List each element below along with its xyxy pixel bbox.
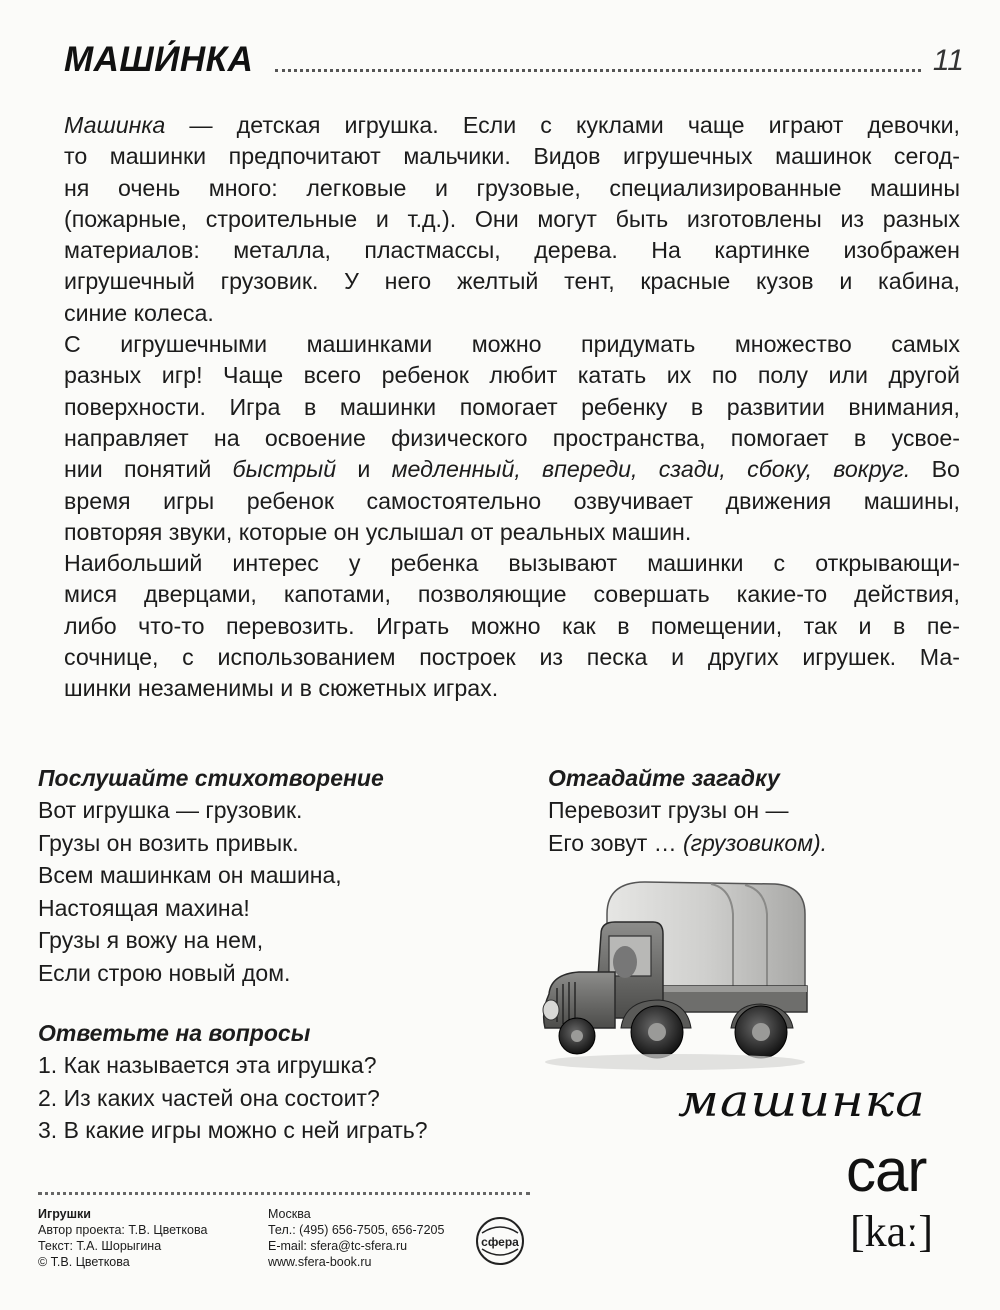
- text-line: разных игр! Чаще всего ребенок любит катать их по полу или другой: [64, 362, 960, 389]
- city: Москва: [268, 1207, 311, 1221]
- text-line: ня очень много: легковые и грузовые, специализированные машины: [64, 174, 960, 201]
- footer-contacts: [268, 1206, 444, 1270]
- text-line: направляет на освоение физического пространства, помогает в усвое-: [64, 424, 960, 451]
- text-line: [64, 110, 960, 141]
- text-line: либо что-то перевозить. Играть можно как в помещении, так и в пе-: [64, 612, 960, 639]
- riddle-answer: (грузовиком).: [683, 829, 828, 856]
- paragraph-3: [64, 548, 960, 704]
- english-transcription: [kaː]: [850, 1207, 934, 1256]
- title-dotted-leader: [275, 69, 920, 72]
- text-line: сочнице, с использованием построек из песка и других игрушек. Ма-: [64, 644, 960, 671]
- question-item: 2. Из каких частей она состоит?: [38, 1084, 380, 1111]
- text-line: [64, 454, 960, 485]
- text-line: шинки незаменимы и в сюжетных играх.: [64, 675, 499, 702]
- text-line: синие колеса.: [64, 299, 214, 326]
- text-author: Текст: Т.А. Шорыгина: [38, 1239, 162, 1253]
- text-line: поверхности. Игра в машинки помогает ребенку в развитии внимания,: [64, 393, 960, 420]
- copyright: © Т.В. Цветкова: [38, 1255, 130, 1269]
- riddle-prefix: Его зовут …: [548, 829, 677, 856]
- footer-credits: [38, 1206, 207, 1270]
- question-item: 1. Как называется эта игрушка?: [38, 1052, 377, 1078]
- text-span: — детская игрушка. Если с куклами чаще играют девочки,: [165, 112, 960, 138]
- english-word: car: [846, 1137, 927, 1204]
- website: www.sfera-book.ru: [268, 1255, 372, 1269]
- question-item: 3. В какие игры можно с ней играть?: [38, 1117, 428, 1143]
- text-line: повторяя звуки, которые он услышал от реальных машин.: [64, 518, 692, 545]
- poem-line: Грузы я вожу на нем,: [38, 927, 264, 953]
- term-italic: Машинка: [64, 112, 166, 138]
- poem-line: Если строю новый дом.: [38, 959, 291, 986]
- term-italic: медленный, впереди, сзади, сбоку, вокруг.: [391, 456, 911, 483]
- series-name: Игрушки: [38, 1207, 91, 1221]
- riddle-line: Перевозит грузы он —: [548, 797, 789, 823]
- paragraph-2: [64, 329, 960, 548]
- publisher-logo: [470, 1215, 530, 1267]
- poem-line: Вот игрушка — грузовик.: [38, 797, 303, 823]
- email: E-mail: sfera@tc-sfera.ru: [268, 1239, 408, 1253]
- page-title: МАШИ́НКА: [64, 40, 254, 79]
- page-header: [64, 38, 964, 80]
- logo-text: сфера: [481, 1235, 519, 1249]
- phone: Тел.: (495) 656-7505, 656-7205: [268, 1223, 445, 1237]
- page-number: 11: [932, 44, 964, 77]
- riddle-heading: Отгадайте загадку: [548, 765, 780, 791]
- toy-truck-illustration: [535, 878, 813, 1078]
- text-line: С игрушечными машинками можно придумать множество самых: [64, 331, 960, 358]
- text-line: мися дверцами, капотами, позволяющие совершать какие-то действия,: [64, 581, 960, 608]
- poem-line: Настоящая махина!: [38, 894, 250, 921]
- riddle-line: [548, 827, 968, 860]
- paragraph-1: [64, 110, 960, 329]
- right-column: [548, 762, 968, 859]
- text-span: Во: [931, 456, 960, 483]
- poem-heading: Послушайте стихотворение: [38, 765, 384, 791]
- text-line: Наибольший интерес у ребенка вызывают машинки с открывающи-: [64, 550, 960, 577]
- left-column: [38, 762, 508, 1147]
- questions-heading: Ответьте на вопросы: [38, 1020, 311, 1046]
- text-line: игрушечный грузовик. У него желтый тент, красные кузов и кабина,: [64, 268, 960, 295]
- poem-line: Всем машинкам он машина,: [38, 862, 342, 888]
- term-italic: быстрый: [232, 456, 337, 483]
- project-author: Автор проекта: Т.В. Цветкова: [38, 1223, 208, 1237]
- handwritten-word: машинка: [678, 1076, 926, 1127]
- text-line: то машинки предпочитают мальчики. Видов игрушечных машинок сегод-: [64, 143, 960, 170]
- article-text: [64, 110, 960, 705]
- text-line: (пожарные, строительные и т.д.). Они могут быть изготовлены из разных: [64, 205, 960, 232]
- poem-line: Грузы он возить привык.: [38, 829, 299, 856]
- text-span: и: [357, 456, 371, 483]
- text-line: материалов: металла, пластмассы, дерева. На картинке изображен: [64, 237, 960, 264]
- text-span: нии понятий: [64, 456, 212, 483]
- footer-divider: [38, 1192, 530, 1195]
- text-line: время игры ребенок самостоятельно озвучивает движения машины,: [64, 487, 960, 514]
